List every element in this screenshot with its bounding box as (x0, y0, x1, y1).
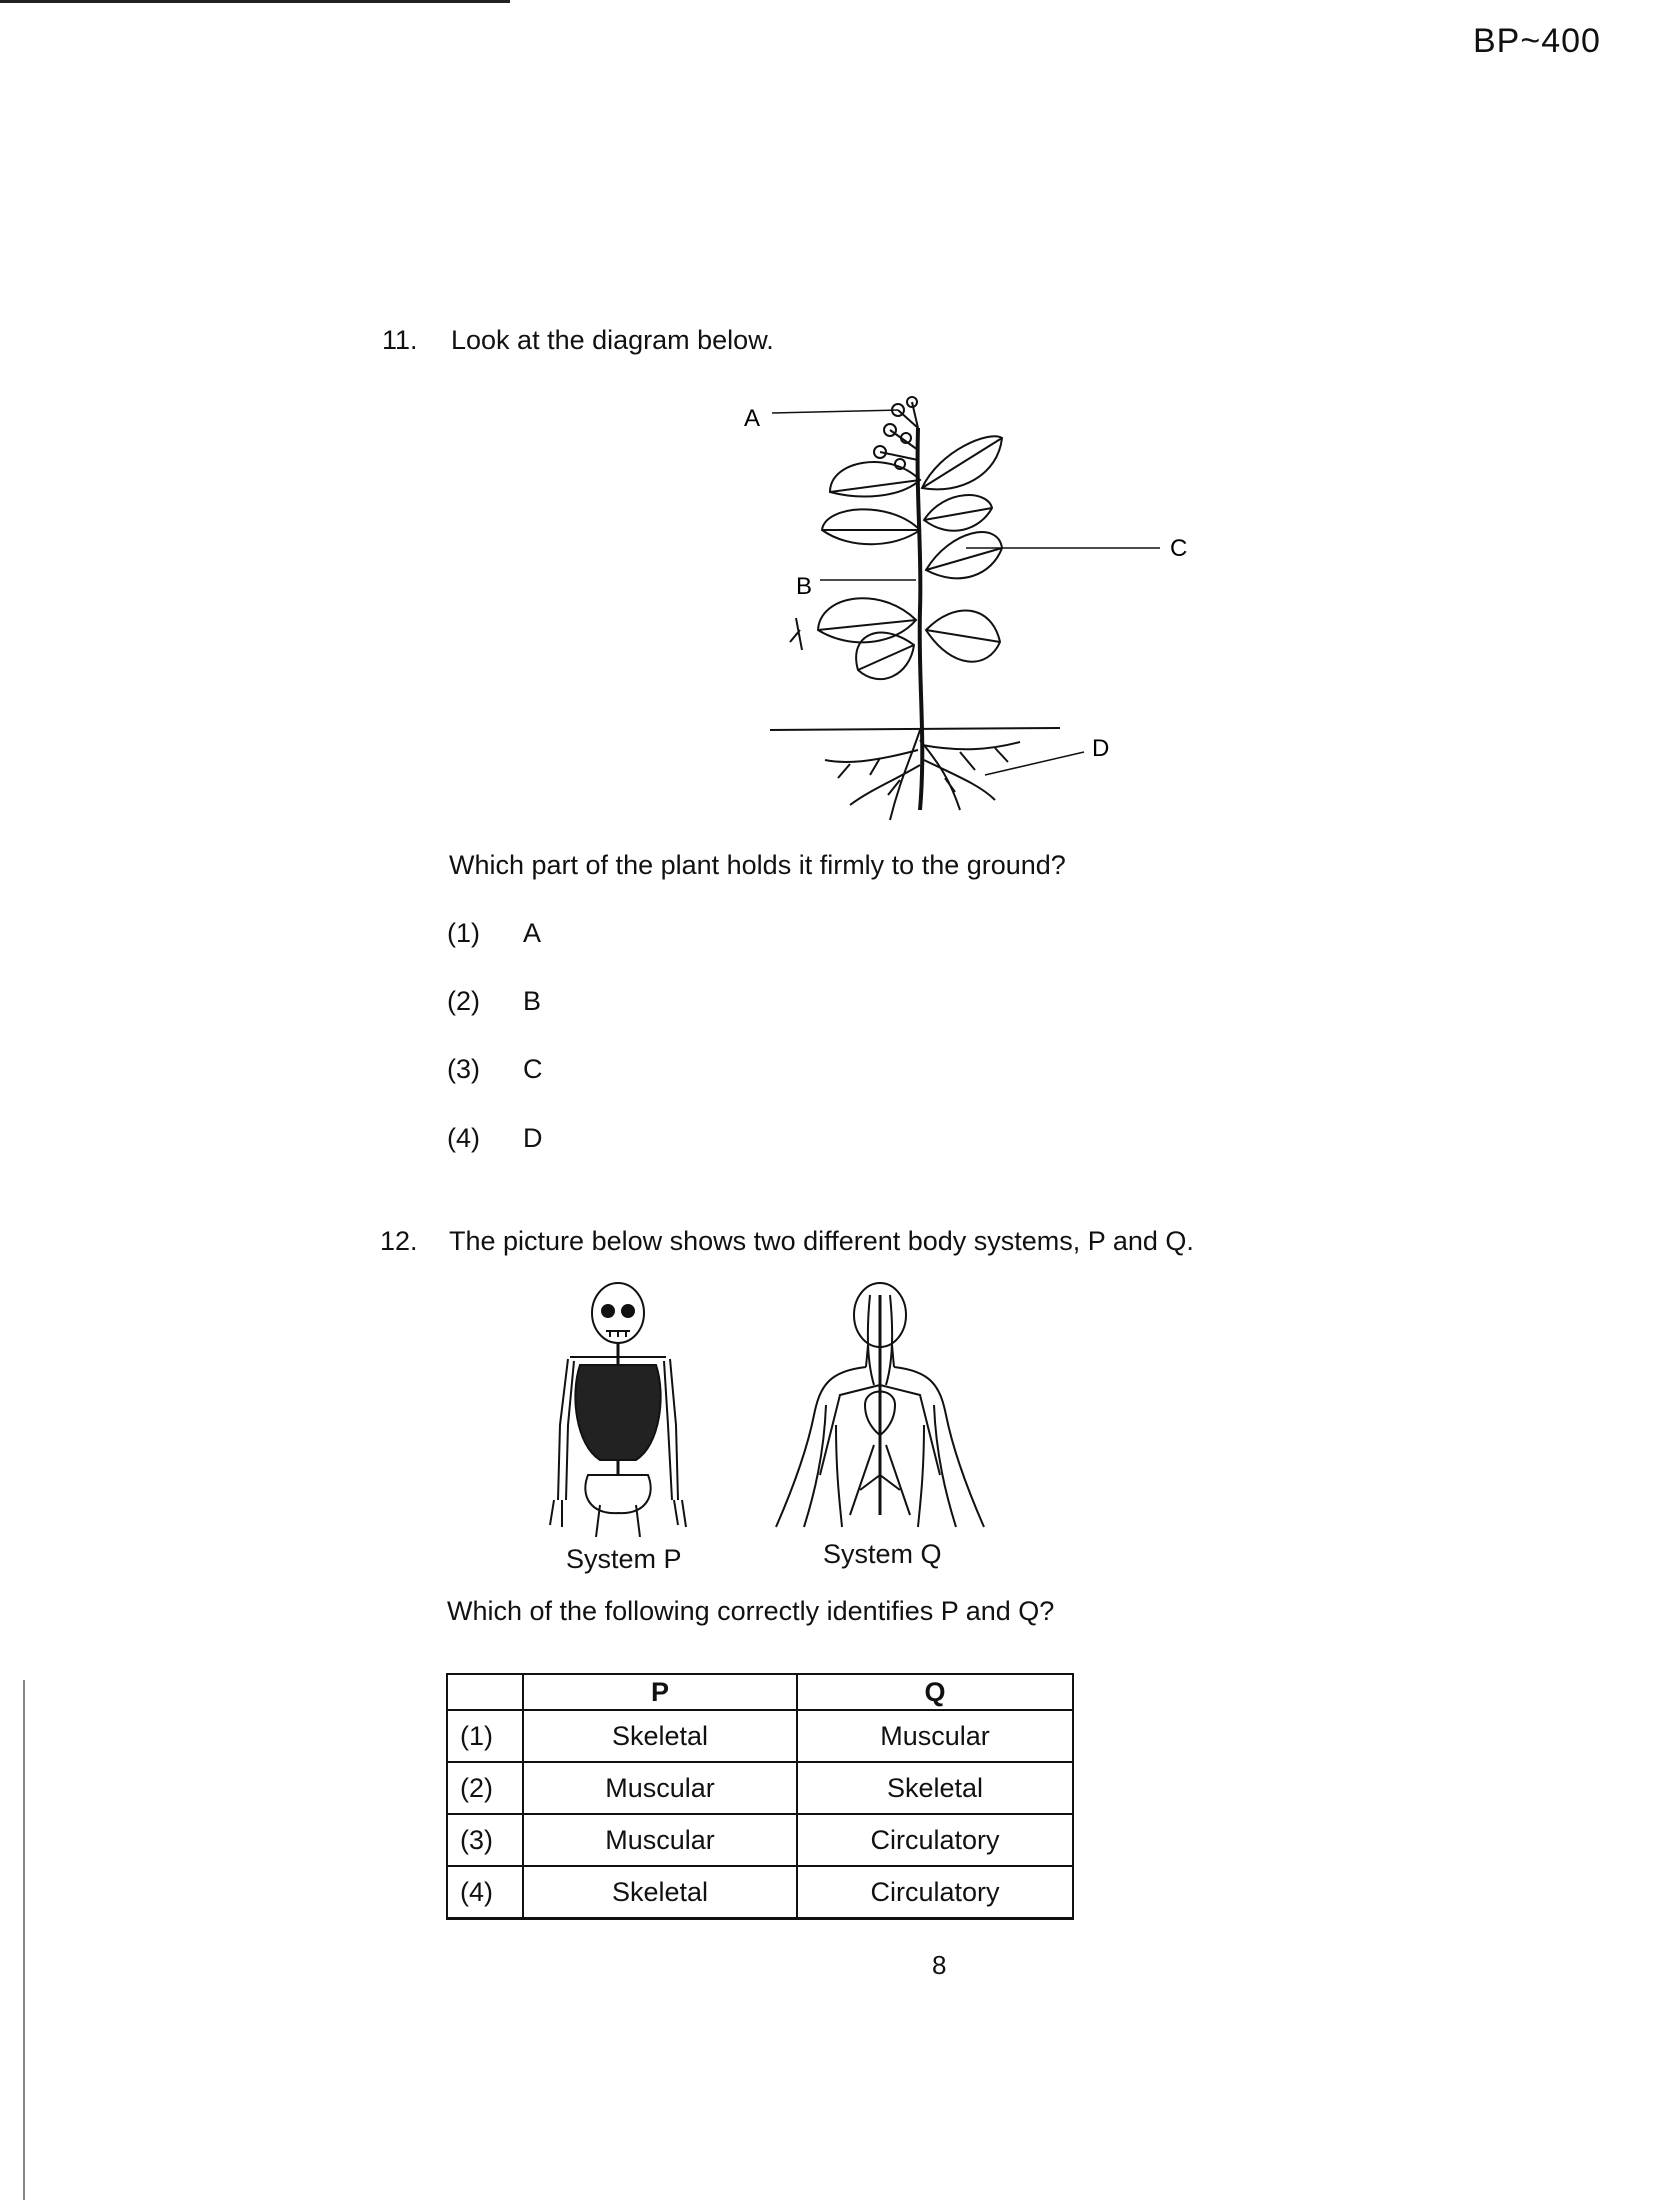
table-cell: Skeletal (797, 1762, 1073, 1814)
q12-prompt: The picture below shows two different body systems, P and Q. (449, 1226, 1194, 1256)
table-cell: Muscular (523, 1814, 797, 1866)
q11-option-3[interactable] (447, 1054, 543, 1085)
table-cell: (2) (447, 1762, 523, 1814)
option-number: (1) (447, 918, 480, 948)
option-number: (3) (447, 1054, 480, 1084)
plant-diagram (730, 380, 1190, 840)
option-text: D (523, 1123, 543, 1153)
q12-question: Which of the following correctly identifies P and Q? (447, 1596, 1055, 1626)
top-rule (0, 0, 510, 3)
table-cell: Skeletal (523, 1866, 797, 1919)
table-header: P (523, 1674, 797, 1710)
caption-system-q: System Q (823, 1539, 942, 1569)
skeleton-figure (540, 1275, 690, 1537)
option-number: (2) (447, 986, 480, 1016)
left-margin-rule (23, 1680, 25, 2200)
table-row[interactable] (447, 1866, 1073, 1919)
page-number: 8 (932, 1950, 947, 1980)
q11-option-4[interactable] (447, 1123, 543, 1154)
q11-option-1[interactable] (447, 918, 541, 949)
table-cell: Circulatory (797, 1814, 1073, 1866)
option-number: (4) (447, 1123, 480, 1153)
label-a: A (744, 405, 761, 432)
table-cell: Muscular (797, 1710, 1073, 1762)
q11-number: 11. (382, 325, 418, 355)
q11-prompt: Look at the diagram below. (451, 325, 774, 355)
table-cell: Muscular (523, 1762, 797, 1814)
table-header (447, 1674, 523, 1710)
circulatory-figure (770, 1275, 990, 1535)
q11-option-2[interactable] (447, 986, 541, 1017)
answer-table (446, 1673, 1074, 1920)
table-cell: (1) (447, 1710, 523, 1762)
table-cell: Skeletal (523, 1710, 797, 1762)
table-cell: Circulatory (797, 1866, 1073, 1919)
document-code: BP~400 (1473, 22, 1601, 60)
table-cell: (3) (447, 1814, 523, 1866)
q12-number: 12. (380, 1226, 418, 1256)
table-cell: (4) (447, 1866, 523, 1919)
option-text: A (523, 918, 542, 948)
table-row[interactable] (447, 1814, 1073, 1866)
option-text: B (523, 986, 542, 1016)
label-c: C (1170, 535, 1188, 562)
option-text: C (523, 1054, 543, 1084)
label-d: D (1092, 735, 1110, 762)
table-row[interactable] (447, 1762, 1073, 1814)
table-row[interactable] (447, 1710, 1073, 1762)
label-b: B (796, 573, 813, 600)
table-header: Q (797, 1674, 1073, 1710)
q11-question: Which part of the plant holds it firmly to the ground? (449, 850, 1066, 880)
caption-system-p: System P (566, 1544, 682, 1574)
table-header-row (447, 1674, 1073, 1710)
